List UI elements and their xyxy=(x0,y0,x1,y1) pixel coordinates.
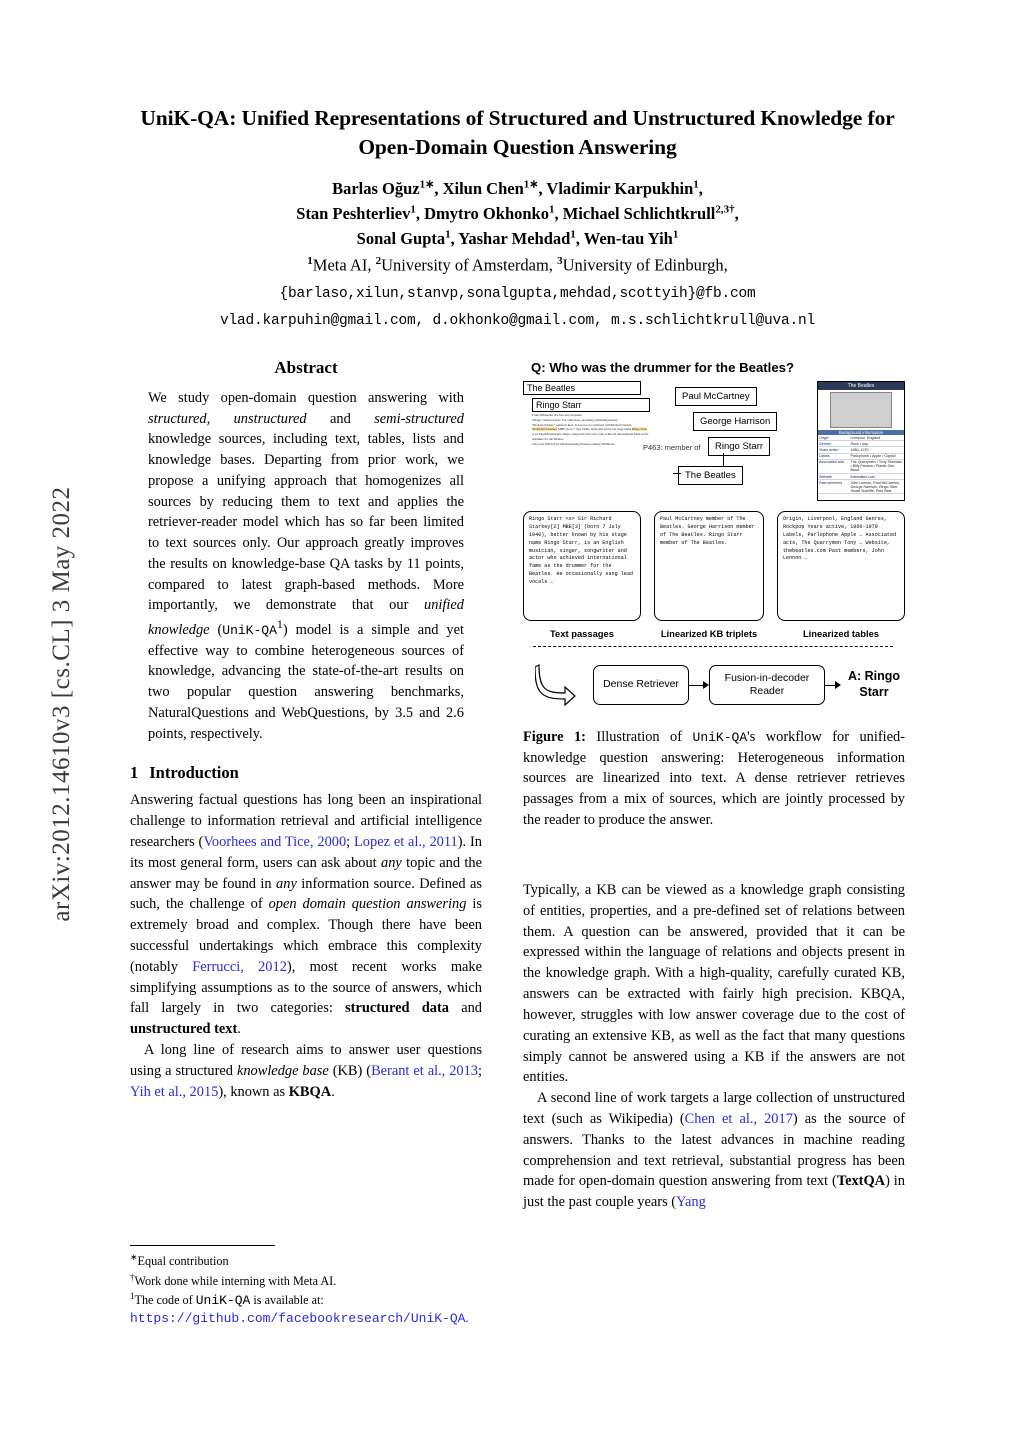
right-column xyxy=(523,880,905,1213)
kb-node-beatles: The Beatles xyxy=(678,466,743,485)
kb-node-paul: Paul McCartney xyxy=(675,387,757,406)
table-row: Origin Liverpool, England xyxy=(818,435,904,441)
arrow-head-2 xyxy=(835,681,841,689)
citation-berant[interactable]: Berant et al., 2013 xyxy=(371,1062,478,1079)
wiki-infobox-table xyxy=(817,381,905,501)
arxiv-stamp: arXiv:2012.14610v3 [cs.CL] 3 May 2022 xyxy=(48,486,75,922)
infobox-photo xyxy=(830,392,892,428)
linearized-tables-box: Origin, Liverpool, England Genres, Rockpop Years active, 1960-1970 Labels, Parlophone Apple … Associated acts, The Quarrymen Tony … Website, thebeatles.com Past members, John Lennon … xyxy=(777,511,905,621)
dense-retriever-box: Dense Retriever xyxy=(593,665,689,705)
unikqa-mono: UniK-QA xyxy=(195,1293,251,1309)
kb-edge-2 xyxy=(723,453,724,467)
citation-chen[interactable]: Chen et al., 2017 xyxy=(684,1110,793,1127)
kb-node-ringo: Ringo Starr xyxy=(708,437,770,456)
author-2: Xilun Chen xyxy=(442,179,524,199)
footnote-3: $^1$The code of UniK-QA is available at: https://github.com/facebookresearch/UniK-QA. xyxy=(130,1291,469,1326)
caption-text-passages: Text passages xyxy=(550,628,614,639)
left-column xyxy=(130,358,482,1102)
email-line-2: vlad.karpuhin@gmail.com, d.okhonko@gmail.com, m.s.schlichtkrull@uva.nl xyxy=(219,312,816,329)
answer-label: A: Ringo Starr xyxy=(847,669,901,699)
kb-edge-1 xyxy=(673,473,681,474)
table-row: Website thebeatles.com xyxy=(818,474,904,480)
email-line-1: {barlaso,xilun,stanvp,sonalgupta,mehdad,scottyih}@fb.com xyxy=(279,285,756,302)
table-row: Past members John Lennon, Paul McCartney, George Harrison, Ringo Starr, Stuart Sutcliffe, Pete Best xyxy=(818,480,904,494)
curved-arrow-icon xyxy=(535,663,577,711)
author-5: Dmytro Okhonko xyxy=(424,204,549,224)
linearized-passage-box: Ringo Starr <s> Sir Richard Starkey[2] MBE[3] (born 7 July 1940), better known by his stage name Ringo Starr, is an English musician, singer, songwriter and actor who achieved international fame as the drummer for the Beatles. He occasionally sang lead vocals … xyxy=(523,511,641,621)
arrow-retriever-reader xyxy=(689,685,703,686)
footnote-2: †Work done while interning with Meta AI. xyxy=(130,1271,337,1288)
right-paragraph-2: A second line of work targets a large collection of unstructured text (such as Wikipedia) (Chen et al., 2017) as the source of answers. Thanks to the latest advances in machine reading comprehension and text retrieval, substantial progress has been made for open-domain question answering from text (TextQA) in just the past couple years (Yang xyxy=(523,1090,906,1211)
code-link[interactable]: https://github.com/facebookresearch/UniK-QA xyxy=(130,1310,466,1326)
page-title: UniK-QA: Unified Representations of Structured and Unstructured Knowledge for Open-Domain Question Answering xyxy=(140,106,895,160)
figure-divider xyxy=(533,646,893,647)
author-8: Yashar Mehdad xyxy=(458,229,571,249)
kb-node-george: George Harrison xyxy=(693,412,777,431)
author-list: Barlas Oğuz$^{1∗}$, Xilun Chen$^{1∗}$, Vladimir Karpukhin$^1$, Stan Peshterliev$^1$, Dmytro Okhonko$^1$, Michael Schlichtkrull$^{2,3\dagger}$, Sonal Gupta$^1$, Yashar Mehdad$^1$, Wen-tau Yih$^1$ xyxy=(296,178,739,249)
figure-source-captions xyxy=(523,628,905,644)
table-row: Genres Rock • pop xyxy=(818,441,904,447)
caption-kb-triplets: Linearized KB triplets xyxy=(660,628,758,639)
abstract-text: We study open-domain question answering with structured, unstructured and semi-structured knowledge sources, including text, tables, lists and knowledge bases. Departing from prior work, we propose a unifying approach that homogenizes all sources by reducing them to text and applies the retriever-reader model which has so far been limited to text sources only. Our approach greatly improves the results on knowledge-base QA tasks by 11 points, compared to latest graph-based methods. More importantly, we demonstrate that our unified knowledge $(UniK-QA^1)$ model is a simple and yet effective way to combine heterogeneous sources of knowledge, advancing the state-of-the-art results on two popular question answering benchmarks, NaturalQuestions and WebQuestions, by 3.5 and 2.6 points, respectively. xyxy=(148,390,464,742)
citation-ferrucci[interactable]: Ferrucci, 2012 xyxy=(192,958,287,975)
footnote-rule xyxy=(130,1245,275,1246)
figure-question: Q: Who was the drummer for the Beatles? xyxy=(531,360,795,375)
citation-voorhees[interactable]: Voorhees and Tice, 2000 xyxy=(203,833,347,850)
figure-1 xyxy=(523,360,905,831)
wikipedia-snippet xyxy=(523,381,650,501)
citation-lopez[interactable]: Lopez et al., 2011 xyxy=(354,833,458,850)
author-7: Sonal Gupta xyxy=(356,229,446,249)
figure-linearized-row xyxy=(523,511,905,627)
figure-caption: Figure 1: Illustration of UniK-QA's workflow for unified-knowledge question answering: Heterogeneous information sources are linearized into text. A dense retriever retrieves passages from a mix of sources, which are jointly processed by the reader to produce the answer. xyxy=(523,729,906,828)
section-number: 1 xyxy=(130,763,139,783)
arrow-reader-answer xyxy=(825,685,835,686)
intro-paragraph-2: A long line of research aims to answer user questions using a structured knowledge base (KB) (Berant et al., 2013; Yih et al., 2015), known as KBQA. xyxy=(130,1042,482,1100)
footnote-block xyxy=(130,1245,482,1328)
wiki-text-lines: From Wikipedia, the free encyclopedia "Ringo" redirects here. For other uses, see Ringo (disambiguation). "Richard Starkey" redirects here. It is not to be confused with Richard Starkie. Sir Richard Starkey MBE (born 7 July 1940), better known by his stage name Ringo Starr, is an English musician, singer, songwriter and actor who achieved international fame as the drummer for the Beatles. Starr was afflicted by life-threatening illnesses during childhood. xyxy=(532,413,649,446)
wiki-title-beatles: The Beatles xyxy=(523,381,641,395)
table-row: Associated acts The Quarrymen • Tony Sheridan • Billy Preston • Plastic Ono Band xyxy=(818,460,904,474)
table-row: Labels Parlophone • Apple • Capitol xyxy=(818,454,904,460)
wiki-title-ringo: Ringo Starr xyxy=(532,398,650,412)
linearized-triples-box: Paul McCartney member of The Beatles. George Harrison member of The Beatles. Ringo Starr member of The Beatles. xyxy=(654,511,764,621)
section-title: Introduction xyxy=(149,763,239,783)
reader-box: Fusion-in-decoder Reader xyxy=(709,665,825,705)
author-3: Vladimir Karpukhin xyxy=(546,179,694,199)
figure-pipeline-row xyxy=(523,655,905,717)
author-9: Wen-tau Yih xyxy=(583,229,673,249)
table-row: Years active 1960–1970 xyxy=(818,447,904,453)
section-heading-introduction xyxy=(130,763,482,783)
citation-yang[interactable]: Yang xyxy=(676,1194,706,1211)
author-6: Michael Schlichtkrull xyxy=(562,204,716,224)
infobox-section: Background information xyxy=(818,430,904,435)
affiliations: $^1$Meta AI, $^2$University of Amsterdam, $^3$University of Edinburgh, xyxy=(307,255,728,275)
figure-sources-row xyxy=(523,381,905,505)
intro-paragraph-1: Answering factual questions has long been an inspirational challenge to information retrieval and artificial intelligence researchers (Voorhees and Tice, 2000; Lopez et al., 2011). In its most general form, users can ask about any topic and the answer may be found in any information source. Defined as such, the challenge of open domain question answering is extremely broad and complex. Though there have been successful undertakings which embrace this complexity (notably Ferrucci, 2012), most recent works make simplifying assumptions as to the source of answers, which fall largely in two categories: structured data and unstructured text. xyxy=(130,792,482,1038)
infobox-title: The Beatles xyxy=(818,382,904,390)
abstract-heading: Abstract xyxy=(274,358,338,377)
caption-linearized-tables: Linearized tables xyxy=(802,628,880,639)
author-1: Barlas Oğuz xyxy=(332,179,420,199)
kb-relation-label: P463: member of xyxy=(643,443,701,452)
citation-yih[interactable]: Yih et al., 2015 xyxy=(130,1083,219,1100)
author-4: Stan Peshterliev xyxy=(296,204,411,224)
title-block xyxy=(130,104,905,333)
right-paragraph-1: Typically, a KB can be viewed as a knowledge graph consisting of entities, properties, and a pre-defined set of relations between them. A question can be answered, provided that it can be expressed within the language of relations and objects present in the knowledge graph. With a high-quality, carefully curated KB, answers can be extracted with fairly high precision. KBQA, however, struggles with low answer coverage due to the cost of curating an extensive KB, as well as the fact that many questions simply cannot be answered using a KB if the answers are not entities. xyxy=(523,882,905,1086)
footnote-1: ∗Equal contribution xyxy=(130,1252,229,1269)
